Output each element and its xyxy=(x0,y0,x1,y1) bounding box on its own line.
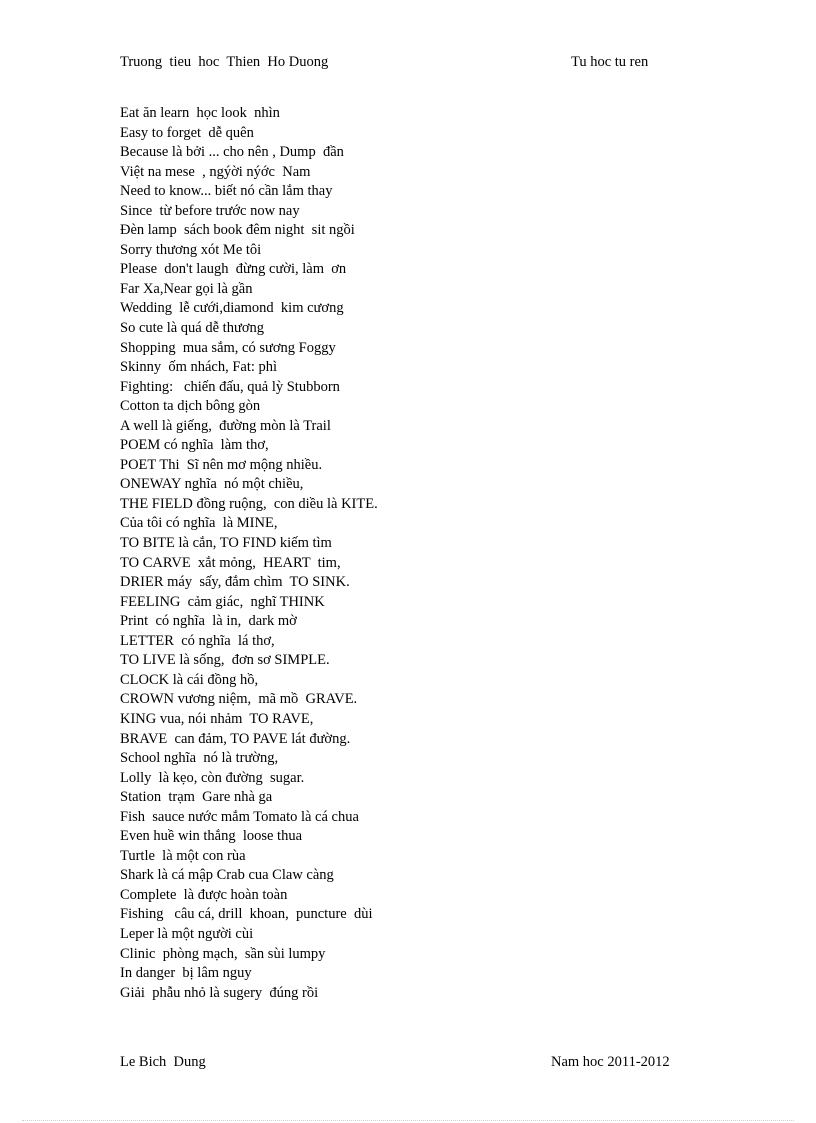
poem-line: ONEWAY nghĩa nó một chiều, xyxy=(120,476,304,493)
poem-line: Station trạm Gare nhà ga xyxy=(120,789,273,806)
poem-line: Shark là cá mập Crab cua Claw càng xyxy=(120,867,334,884)
poem-line: CLOCK là cái đồng hồ, xyxy=(120,671,259,688)
poem-line: Shopping mua sắm, có sương Foggy xyxy=(120,339,336,356)
poem-line: Đèn lamp sách book đêm night sit ngồi xyxy=(120,222,355,239)
poem-line: Since từ before trước now nay xyxy=(120,202,300,219)
poem-line: TO LIVE là sống, đơn sơ SIMPLE. xyxy=(120,652,330,669)
poem-line: Fish sauce nước mắm Tomato là cá chua xyxy=(120,808,359,825)
poem-line: Cotton ta dịch bông gòn xyxy=(120,398,261,415)
poem-line: Eat ăn learn học look nhìn xyxy=(120,105,280,121)
poem-line: DRIER máy sấy, đắm chìm TO SINK. xyxy=(120,574,350,591)
poem-line: Giải phẫu nhỏ là sugery đúng rồi xyxy=(120,984,319,1001)
poem-line: Print có nghĩa là in, dark mờ xyxy=(120,613,297,630)
poem-line: School nghĩa nó là trường, xyxy=(120,750,279,767)
poem-line: Fishing câu cá, drill khoan, puncture dùi xyxy=(120,906,373,923)
poem-line: Leper là một người cùi xyxy=(120,925,254,942)
poem-line: POEM có nghĩa làm thơ, xyxy=(120,437,269,454)
poem-line: Need to know... biết nó cần lắm thay xyxy=(120,183,333,200)
poem-line: Của tôi có nghĩa là MINE, xyxy=(120,515,278,532)
poem-line: Clinic phòng mạch, sần sùi lumpy xyxy=(120,945,326,962)
poem-line: LETTER có nghĩa lá thơ, xyxy=(120,632,275,649)
poem-line: Even huề win thắng loose thua xyxy=(120,828,303,845)
poem-line: POET Thi Sĩ nên mơ mộng nhiều. xyxy=(120,456,323,473)
poem-line: Please don't laugh đừng cười, làm ơn xyxy=(120,261,347,278)
poem-line: So cute là quá dễ thương xyxy=(120,320,264,337)
poem-line: Fighting: chiến đấu, quả lỳ Stubborn xyxy=(120,378,340,395)
poem-line: Turtle là một con rùa xyxy=(120,847,246,864)
poem-line: Skinny ốm nhách, Fat: phì xyxy=(120,359,278,376)
poem-line: A well là giếng, đường mòn là Trail xyxy=(120,417,331,434)
poem-line: TO BITE là cắn, TO FIND kiếm tìm xyxy=(120,535,332,552)
poem-line: KING vua, nói nhảm TO RAVE, xyxy=(120,710,314,727)
poem-line: Sorry thương xót Me tôi xyxy=(120,241,262,258)
header-school-name: Truong tieu hoc Thien Ho Duong xyxy=(120,54,329,70)
poem-line: CROWN vương niệm, mã mồ GRAVE. xyxy=(120,691,358,708)
footer-author: Le Bich Dung xyxy=(120,1054,206,1070)
poem-line: Because là bởi ... cho nên , Dump đần xyxy=(120,144,344,161)
header-subject: Tu hoc tu ren xyxy=(571,54,649,70)
poem-line: FEELING cảm giác, nghĩ THINK xyxy=(120,593,325,610)
poem-line: Complete là được hoàn toàn xyxy=(120,886,288,903)
poem-line: THE FIELD đồng ruộng, con diều là KITE. xyxy=(120,495,378,512)
poem-line: Lolly là kẹo, còn đường sugar. xyxy=(120,769,305,786)
poem-line: In danger bị lâm nguy xyxy=(120,965,252,982)
page-bottom-edge xyxy=(22,1120,794,1121)
poem-line: Việt na mese , ngýời nýớc Nam xyxy=(120,163,311,180)
poem-line: Wedding lễ cưới,diamond kim cương xyxy=(120,300,344,317)
poem-line: Easy to forget dễ quên xyxy=(120,124,254,141)
poem-line: TO CARVE xắt mỏng, HEART tim, xyxy=(120,554,341,571)
poem-line: Far Xa,Near gọi là gần xyxy=(120,280,253,297)
poem-body xyxy=(120,104,378,1003)
poem-line: BRAVE can đảm, TO PAVE lát đường. xyxy=(120,730,351,747)
footer-school-year: Nam hoc 2011-2012 xyxy=(551,1054,670,1070)
